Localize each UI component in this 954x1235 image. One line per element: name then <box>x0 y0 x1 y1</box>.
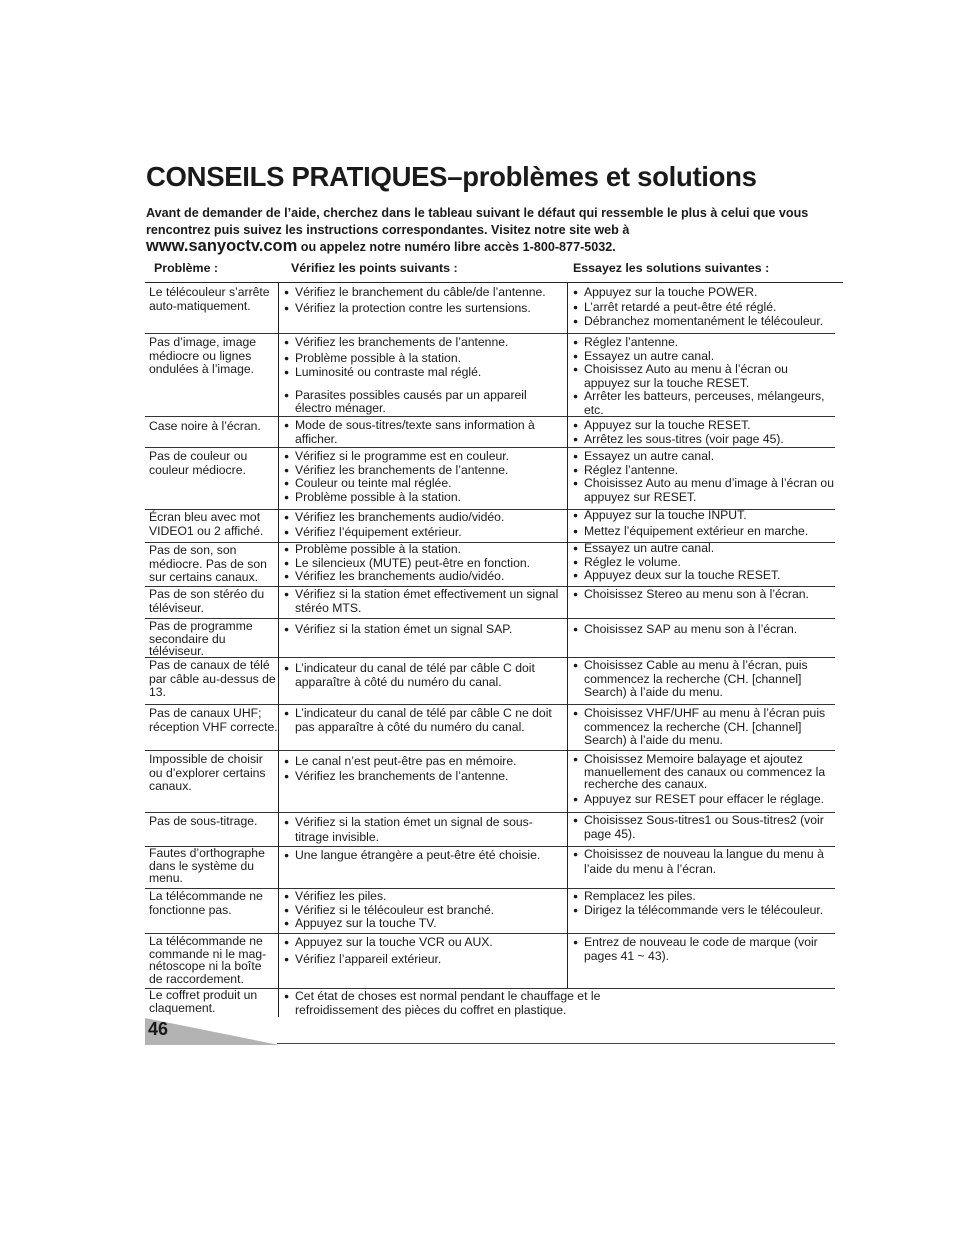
problem-cell: Pas d’image, image médiocre ou lignes ondulées à l’image. <box>149 335 257 376</box>
page-title: CONSEILS PRATIQUES–problèmes et solutions <box>146 161 757 192</box>
check-item: ● Vérifiez les branchements de l’antenne. <box>284 464 563 478</box>
solution-item: ● Dirigez la télécommande vers le télécouleur. <box>573 904 837 918</box>
solution-cell <box>567 812 837 846</box>
table-row <box>145 542 835 587</box>
problem-cell: Pas de canaux de télé par câble au-dessus de 13. <box>149 658 276 699</box>
page-number: 46 <box>148 1019 169 1039</box>
check-cell <box>278 988 837 1017</box>
check-cell <box>278 933 567 988</box>
problem-cell: Pas de canaux UHF; réception VHF correcte. <box>149 706 278 734</box>
problem-cell: Écran bleu avec mot VIDEO1 ou 2 affiché. <box>149 510 264 538</box>
solution-item: ● Choisissez Auto au menu à l’écran ou appuyez sur la touche RESET. <box>573 363 837 390</box>
table-row <box>145 933 835 989</box>
solution-item: ● Mettez l’équipement extérieur en marche. <box>573 525 837 539</box>
check-cell <box>278 283 567 333</box>
table-row <box>145 888 835 934</box>
solution-item: ● Choisissez Sous-titres1 ou Sous-titres2 (voir page 45). <box>573 814 837 841</box>
check-cell <box>278 750 567 812</box>
check-item: ● Vérifiez si le télécouleur est branché. <box>284 904 563 918</box>
solution-item: ● Choisissez SAP au menu son à l’écran. <box>573 623 837 637</box>
check-cell <box>278 447 567 509</box>
solution-item: ● Réglez l’antenne. <box>573 336 837 350</box>
solution-cell <box>567 542 837 586</box>
check-item: ● Vérifiez l’appareil extérieur. <box>284 953 563 967</box>
check-item: ● Le canal n’est peut-être pas en mémoire. <box>284 755 563 769</box>
solution-item: ● Choisissez Stereo au menu son à l’écran. <box>573 588 837 602</box>
check-cell <box>278 416 567 447</box>
solution-item: ● Arrêter les batteurs, perceuses, mélangeurs, etc. <box>573 390 837 417</box>
table-row <box>145 283 835 334</box>
check-item: ● L’indicateur du canal de télé par câble C ne doit pas apparaître à côté du numéro du canal. <box>284 707 563 734</box>
solution-cell <box>567 933 837 988</box>
solution-item: ● Appuyez sur la touche RESET. <box>573 419 837 433</box>
solution-item: ● Choisissez Cable au menu à l’écran, puis commencez la recherche (CH. [channel] Search) à l’aide du menu. <box>573 659 837 700</box>
solution-cell <box>567 657 837 704</box>
bottom-rule <box>277 1043 835 1044</box>
table-header <box>145 260 843 283</box>
check-item: ● Vérifiez les piles. <box>284 890 563 904</box>
problem-cell: Fautes d’orthographe dans le système du menu. <box>149 846 265 885</box>
check-item: ● Appuyez sur la touche TV. <box>284 917 563 931</box>
check-item: ● Vérifiez les branchements de l’antenne. <box>284 770 563 784</box>
table-row <box>145 618 835 658</box>
problem-cell: Pas de programme secondaire du téléviseur. <box>149 619 253 658</box>
table-row <box>145 750 835 813</box>
check-cell <box>278 618 567 657</box>
solution-cell <box>567 888 837 933</box>
solution-item: ● Choisissez de nouveau la langue du menu à l’aide du menu à l’écran. <box>573 847 837 877</box>
problem-cell: Case noire à l’écran. <box>149 419 261 433</box>
check-cell <box>278 812 567 846</box>
check-item: ● L’indicateur du canal de télé par câble C doit apparaître à côté du numéro du canal. <box>284 662 563 689</box>
table-row <box>145 704 835 751</box>
phone-text: ou appelez notre numéro libre accès 1-800-877-5032. <box>300 240 616 254</box>
table-row <box>145 333 835 417</box>
solution-cell <box>567 333 837 416</box>
problem-cell: La télécommande ne fonctionne pas. <box>149 889 263 917</box>
check-cell <box>278 333 567 416</box>
solution-item: ● Appuyez sur la touche INPUT. <box>573 509 837 523</box>
solution-item: ● Entrez de nouveau le code de marque (voir pages 41 ~ 43). <box>573 936 837 963</box>
table-row <box>145 509 835 543</box>
solution-cell <box>567 846 837 888</box>
problem-cell: Le coffret produit un claquement. <box>149 988 258 1015</box>
check-item: ● Vérifiez la protection contre les surtensions. <box>284 302 563 316</box>
problem-cell: Pas de sous-titrage. <box>149 814 258 828</box>
solution-item: ● Appuyez sur la touche POWER. <box>573 286 837 300</box>
check-cell <box>278 509 567 542</box>
check-item: ● Cet état de choses est normal pendant le chauffage et le refroidissement des pièces du coffret en plastique. <box>284 990 640 1017</box>
problem-cell: Pas de couleur ou couleur médiocre. <box>149 449 248 477</box>
check-item: ● Une langue étrangère a peut-être été choisie. <box>284 849 563 863</box>
check-item: ● Appuyez sur la touche VCR ou AUX. <box>284 936 563 950</box>
problem-cell: Impossible de choisir ou d’explorer certains canaux. <box>149 752 266 793</box>
check-item: ● Parasites possibles causés par un appareil électro ménager. <box>284 389 563 416</box>
problem-cell: Le télécouleur s’arrête auto-matiquement. <box>149 285 270 313</box>
solution-cell <box>567 447 837 509</box>
intro-text: Avant de demander de l’aide, cherchez dans le tableau suivant le défaut qui ressemble le plus à celui que vous rencontrez puis suivez les instructions correspondantes. Visitez notre site web à <box>146 206 809 237</box>
check-item: ● Vérifiez les branchements de l’antenne. <box>284 336 563 350</box>
problem-cell: La télécommande ne commande ni le mag-nétoscope ni la boîte de raccordement. <box>149 934 267 986</box>
header-check: Vérifiez les points suivants : <box>291 261 458 275</box>
solution-cell <box>567 618 837 657</box>
website-link[interactable]: www.sanyoctv.com <box>146 237 298 255</box>
check-item: ● Mode de sous-titres/texte sans information à afficher. <box>284 419 563 446</box>
table-row <box>145 657 835 705</box>
check-item: ● Vérifiez si la station émet effectivement un signal stéréo MTS. <box>284 588 563 615</box>
check-item: ● Vérifiez les branchements audio/vidéo. <box>284 511 563 525</box>
solution-item: ● Arrêtez les sous-titres (voir page 45). <box>573 433 837 447</box>
check-cell <box>278 846 567 888</box>
table-row <box>145 416 835 448</box>
solution-cell <box>567 750 837 812</box>
solution-cell <box>567 509 837 542</box>
check-item: ● Problème possible à la station. <box>284 352 563 366</box>
check-item: ● Couleur ou teinte mal réglée. <box>284 477 563 491</box>
header-solutions: Essayez les solutions suivantes : <box>573 261 770 275</box>
table-row <box>145 988 835 1017</box>
solution-item: ● Appuyez sur RESET pour effacer le réglage. <box>573 793 837 806</box>
solution-item: ● Choisissez Auto au menu d’image à l’écran ou appuyez sur RESET. <box>573 477 837 504</box>
check-item: ● Vérifiez si la station émet un signal SAP. <box>284 623 563 637</box>
solution-item: ● Choisissez Memoire balayage et ajoutez manuellement des canaux ou commencez la recherche des canaux. <box>573 753 837 791</box>
check-item: ● Luminosité ou contraste mal réglé. <box>284 366 563 380</box>
check-item: ● Problème possible à la station. <box>284 543 563 557</box>
header-problem: Problème : <box>154 261 219 275</box>
check-item: ● Le silencieux (MUTE) peut-être en fonction. <box>284 557 563 571</box>
check-item: ● Vérifiez les branchements audio/vidéo. <box>284 570 563 584</box>
check-item: ● Vérifiez le branchement du câble/de l’antenne. <box>284 286 563 300</box>
check-item: ● Vérifiez si la station émet un signal de sous-titrage invisible. <box>284 815 563 845</box>
solution-item: ● Essayez un autre canal. <box>573 542 837 556</box>
solution-item: ● Appuyez deux sur la touche RESET. <box>573 569 837 583</box>
problem-cell: Pas de son stéréo du téléviseur. <box>149 587 265 615</box>
check-cell <box>278 542 567 586</box>
table-row <box>145 846 835 889</box>
check-cell <box>278 888 567 933</box>
check-cell <box>278 657 567 704</box>
table-row <box>145 447 835 510</box>
solution-item: ● Essayez un autre canal. <box>573 350 837 364</box>
table-row <box>145 812 835 847</box>
table-row <box>145 586 835 619</box>
solution-item: ● Essayez un autre canal. <box>573 450 837 464</box>
check-cell <box>278 586 567 618</box>
solution-item: ● Remplacez les piles. <box>573 890 837 904</box>
solution-item: ● Débranchez momentanément le télécouleur. <box>573 315 837 329</box>
intro-paragraph <box>146 205 826 256</box>
solution-item: ● Choisissez VHF/UHF au menu à l’écran puis commencez la recherche (CH. [channel] Search) à l’aide du menu. <box>573 707 837 748</box>
check-item: ● Vérifiez l’équipement extérieur. <box>284 526 563 540</box>
solution-item: ● Réglez le volume. <box>573 556 837 570</box>
solution-item: ● Réglez l’antenne. <box>573 464 837 478</box>
check-item: ● Problème possible à la station. <box>284 491 563 505</box>
solution-cell <box>567 704 837 750</box>
problem-cell: Pas de son, son médiocre. Pas de son sur certains canaux. <box>149 543 267 584</box>
solution-item: ● L’arrêt retardé a peut-être été réglé. <box>573 301 837 315</box>
solution-cell <box>567 586 837 618</box>
solution-cell <box>567 283 837 333</box>
check-cell <box>278 704 567 750</box>
check-item: ● Vérifiez si le programme est en couleur. <box>284 450 563 464</box>
solution-cell <box>567 416 837 447</box>
